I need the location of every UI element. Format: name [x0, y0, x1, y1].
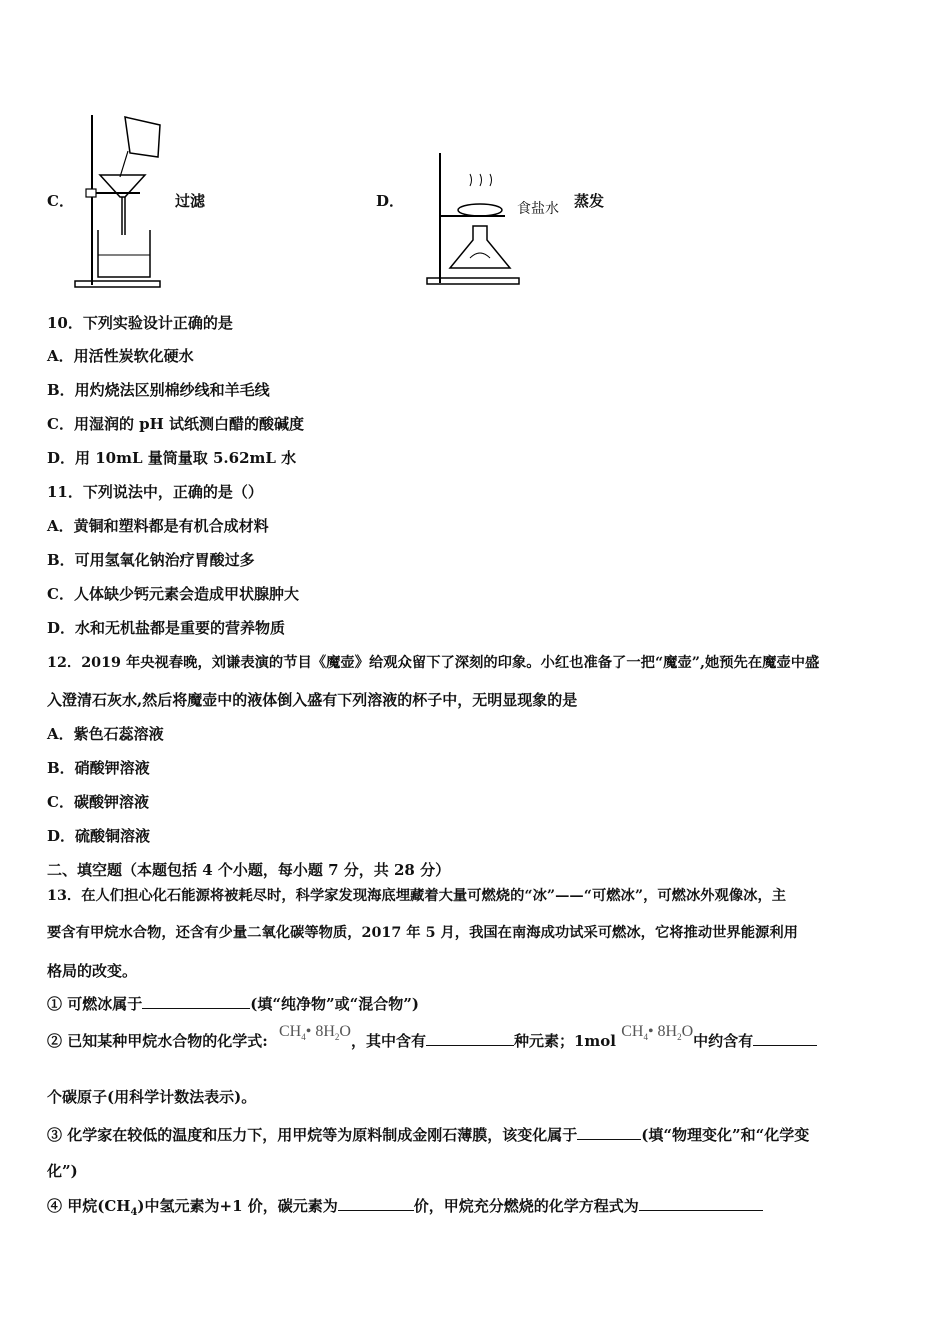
answer-blank-6[interactable]: [639, 1196, 763, 1211]
q11-option-b: B．可用氢氧化钠治疗胃酸过多: [47, 551, 255, 569]
q13-part4-subscript: 4: [130, 1207, 138, 1218]
figure-d-caption: 蒸发: [574, 192, 605, 210]
q13-part2-line2: 个碳原子(用科学计数法表示)。: [47, 1088, 257, 1106]
answer-blank-5[interactable]: [338, 1196, 414, 1211]
section-title: 二、填空题（本题包括 4 个小题，每小题 7 分，共 28 分）: [47, 861, 451, 879]
q13-part1-text: ① 可燃冰属于: [47, 995, 143, 1013]
q10-stem: 10．下列实验设计正确的是: [47, 314, 233, 332]
chemical-formula-2: $CH_4•$ $8H_2O$: [621, 1023, 694, 1043]
q13-stem-line3: 格局的改变。: [47, 962, 138, 980]
figure-c-caption: 过滤: [175, 192, 206, 210]
q12-option-d: D．硫酸铜溶液: [47, 827, 151, 845]
q13-stem-line1: 13．在人们担心化石能源将被耗尽时，科学家发现海底埋藏着大量可燃烧的“冰”——“可燃冰”，可燃冰外观像冰，主: [47, 888, 787, 904]
q13-part2-mid1: ，其中含有: [350, 1032, 426, 1050]
q13-part4-text-a: ④ 甲烷(CH: [47, 1197, 131, 1215]
answer-blank-4[interactable]: [577, 1125, 641, 1140]
q11-option-d: D．水和无机盐都是重要的营养物质: [47, 619, 286, 637]
q13-part4: [47, 1195, 763, 1218]
q13-part2-mid3: 中约含有: [693, 1032, 754, 1050]
q12-stem-line1: 12．2019 年央视春晚，刘谦表演的节目《魔壶》给观众留下了深刻的印象。小红也准备了一把“魔壶”,她预先在魔壶中盛: [47, 655, 820, 671]
q13-part2: [47, 1023, 817, 1052]
q13-part4-text-c: 价，甲烷充分燃烧的化学方程式为: [413, 1197, 639, 1215]
q11-option-c: C．人体缺少钙元素会造成甲状腺肿大: [47, 585, 299, 603]
q13-part1: [47, 993, 419, 1014]
q10-option-b: B．用灼烧法区别棉纱线和羊毛线: [47, 381, 270, 399]
filtration-apparatus-diagram: [70, 105, 170, 290]
figure-c-letter: C．: [47, 192, 74, 210]
answer-blank-2[interactable]: [426, 1031, 514, 1046]
answer-blank-3[interactable]: [753, 1031, 817, 1046]
q10-option-d: D．用 10mL 量筒量取 5.62mL 水: [47, 449, 297, 467]
figure-d-annotation: 食盐水: [517, 201, 559, 217]
q10-option-a: A．用活性炭软化硬水: [47, 347, 194, 365]
q13-part4-text-b: )中氢元素为+1 价，碳元素为: [137, 1197, 338, 1215]
evaporation-apparatus-diagram: [425, 148, 525, 288]
q12-stem-line2: 入澄清石灰水,然后将魔壶中的液体倒入盛有下列溶液的杯子中，无明显现象的是: [47, 691, 578, 709]
q13-part2-text: ② 已知某种甲烷水合物的化学式:: [47, 1032, 268, 1050]
q11-option-a: A．黄铜和塑料都是有机合成材料: [47, 517, 269, 535]
q10-option-c: C．用湿润的 pH 试纸测白醋的酸碱度: [47, 415, 305, 433]
q13-part1-hint: (填“纯净物”或“混合物”): [250, 995, 419, 1013]
q13-part3-line2: 化”): [47, 1162, 78, 1180]
q12-option-b: B．硝酸钾溶液: [47, 759, 150, 777]
chemical-formula: $CH_4•$ $8H_2O$: [279, 1023, 351, 1043]
q13-part3-text: ③ 化学家在较低的温度和压力下，用甲烷等为原料制成金刚石薄膜，该变化属于: [47, 1126, 578, 1144]
q13-part2-mid2: 种元素；1mol: [513, 1032, 616, 1050]
q12-option-c: C．碳酸钾溶液: [47, 793, 149, 811]
q13-stem-line2: 要含有甲烷水合物，还含有少量二氧化碳等物质，2017 年 5 月，我国在南海成功试采可燃冰，它将推动世界能源利用: [47, 925, 798, 941]
q13-part3-hint: (填“物理变化”和“化学变: [641, 1126, 810, 1144]
figure-d-letter: D．: [376, 192, 405, 210]
q12-option-a: A．紫色石蕊溶液: [47, 725, 164, 743]
q13-part3: [47, 1124, 809, 1145]
answer-blank-1[interactable]: [142, 994, 250, 1009]
q11-stem: 11．下列说法中，正确的是（）: [47, 483, 263, 501]
